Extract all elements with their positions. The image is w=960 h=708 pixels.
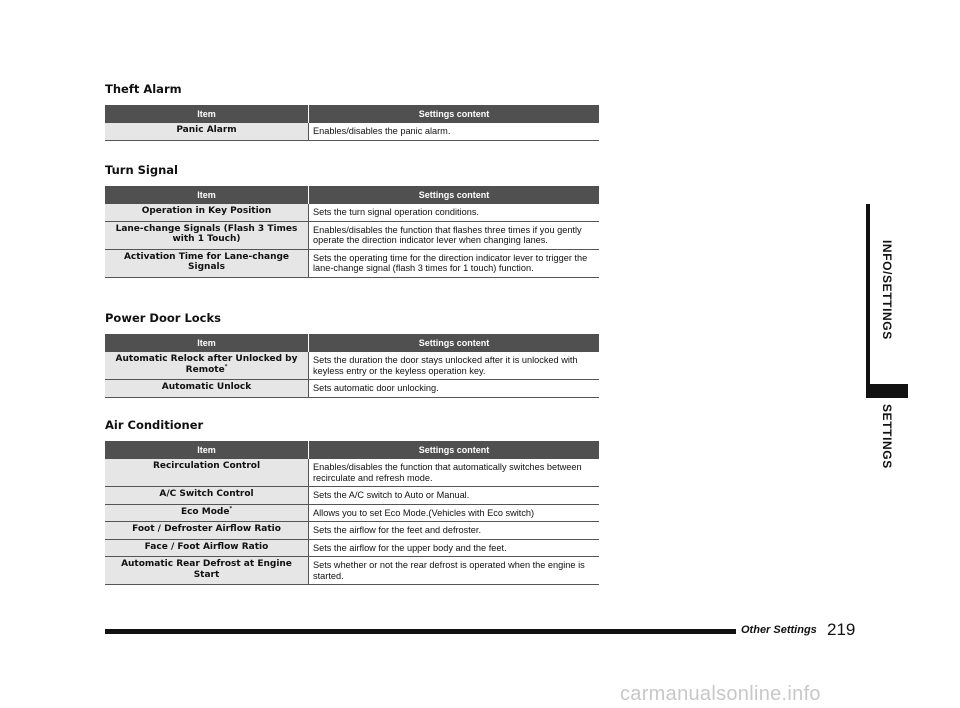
content-cell: Sets automatic door unlocking. bbox=[309, 380, 600, 398]
item-label: Eco Mode bbox=[180, 506, 230, 517]
table-row bbox=[105, 204, 599, 221]
section-air-conditioner bbox=[105, 418, 599, 585]
section-title: Turn Signal bbox=[105, 163, 178, 177]
item-cell: Operation in Key Position bbox=[105, 204, 309, 221]
header-item: Item bbox=[105, 441, 309, 459]
side-tab-settings: SETTINGS bbox=[880, 404, 894, 469]
content-cell: Sets the turn signal operation conditions. bbox=[309, 204, 600, 221]
footnote-mark: * bbox=[224, 363, 228, 370]
table-row bbox=[105, 221, 599, 249]
item-cell: Activation Time for Lane-change Signals bbox=[105, 249, 309, 277]
item-cell: Automatic Rear Defrost at Engine Start bbox=[105, 557, 309, 585]
table-row bbox=[105, 249, 599, 277]
table-row bbox=[105, 539, 599, 557]
item-cell: Recirculation Control bbox=[105, 459, 309, 487]
header-content: Settings content bbox=[309, 186, 600, 204]
item-cell: Lane-change Signals (Flash 3 Times with 1 Touch) bbox=[105, 221, 309, 249]
content-cell: Enables/disables the panic alarm. bbox=[309, 123, 600, 140]
settings-table bbox=[105, 105, 599, 141]
header-content: Settings content bbox=[309, 105, 600, 123]
content-cell: Allows you to set Eco Mode.(Vehicles with Eco switch) bbox=[309, 504, 600, 522]
content-cell: Sets the duration the door stays unlocked after it is unlocked with keyless entry or the keyless operation key. bbox=[309, 352, 600, 380]
side-tab-marker bbox=[866, 384, 908, 398]
section-turn-signal bbox=[105, 163, 599, 278]
watermark: carmanualsonline.info bbox=[620, 683, 821, 705]
section-power-door-locks bbox=[105, 311, 599, 398]
header-item: Item bbox=[105, 105, 309, 123]
item-cell: A/C Switch Control bbox=[105, 487, 309, 505]
item-cell: Panic Alarm bbox=[105, 123, 309, 140]
footer-section-label: Other Settings bbox=[741, 624, 817, 636]
section-theft-alarm bbox=[105, 82, 599, 141]
side-tab-bar bbox=[866, 204, 870, 388]
item-cell bbox=[105, 504, 309, 522]
item-label: Automatic Relock after Unlocked by Remote bbox=[115, 354, 298, 375]
settings-table bbox=[105, 441, 599, 585]
table-row bbox=[105, 557, 599, 585]
footnote-mark: * bbox=[229, 505, 233, 512]
table-row bbox=[105, 522, 599, 540]
item-cell: Face / Foot Airflow Ratio bbox=[105, 539, 309, 557]
content-cell: Sets the A/C switch to Auto or Manual. bbox=[309, 487, 600, 505]
content-cell: Enables/disables the function that flashes three times if you gently operate the direction indicator lever when changing lanes. bbox=[309, 221, 600, 249]
section-title: Theft Alarm bbox=[105, 82, 182, 96]
table-row bbox=[105, 380, 599, 398]
item-cell bbox=[105, 352, 309, 380]
content-cell: Enables/disables the function that automatically switches between recirculate and refresh mode. bbox=[309, 459, 600, 487]
item-cell: Automatic Unlock bbox=[105, 380, 309, 398]
settings-table bbox=[105, 186, 599, 278]
table-row bbox=[105, 459, 599, 487]
item-cell: Foot / Defroster Airflow Ratio bbox=[105, 522, 309, 540]
content-cell: Sets whether or not the rear defrost is operated when the engine is started. bbox=[309, 557, 600, 585]
settings-table bbox=[105, 334, 599, 398]
page-number: 219 bbox=[827, 620, 856, 639]
side-tab-info-settings: INFO/SETTINGS bbox=[880, 240, 894, 340]
footer-rule bbox=[105, 629, 736, 634]
table-row bbox=[105, 504, 599, 522]
header-content: Settings content bbox=[309, 441, 600, 459]
section-title: Power Door Locks bbox=[105, 311, 221, 325]
section-title: Air Conditioner bbox=[105, 418, 204, 432]
table-row bbox=[105, 123, 599, 140]
header-item: Item bbox=[105, 334, 309, 352]
header-item: Item bbox=[105, 186, 309, 204]
table-row bbox=[105, 352, 599, 380]
content-cell: Sets the airflow for the upper body and the feet. bbox=[309, 539, 600, 557]
content-cell: Sets the airflow for the feet and defroster. bbox=[309, 522, 600, 540]
header-content: Settings content bbox=[309, 334, 600, 352]
table-row bbox=[105, 487, 599, 505]
content-cell: Sets the operating time for the direction indicator lever to trigger the lane-change signal (flash 3 times for 1 touch) function. bbox=[309, 249, 600, 277]
